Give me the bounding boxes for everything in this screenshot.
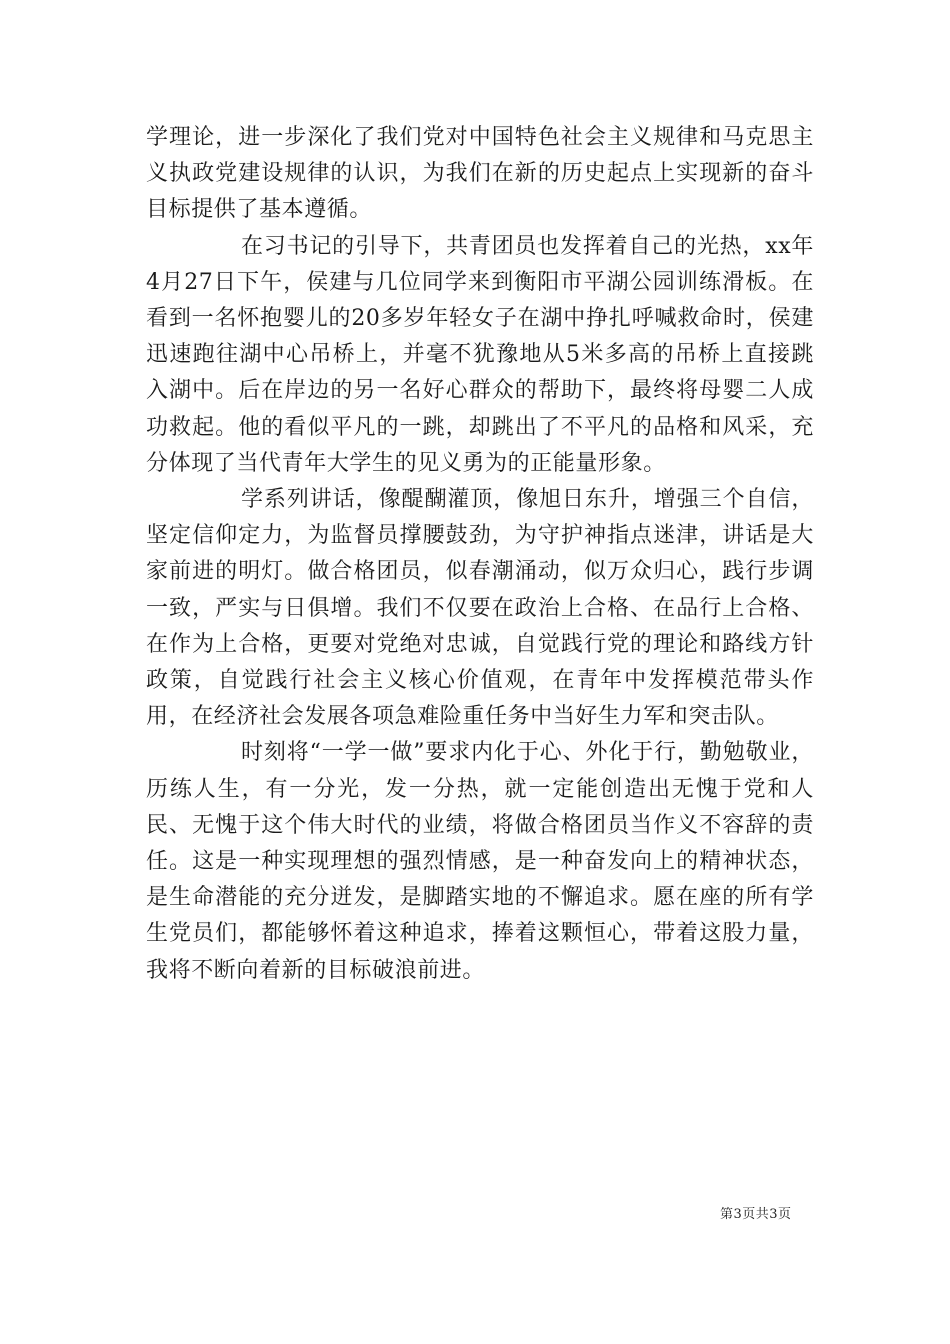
paragraph: 学理论，进一步深化了我们党对中国特色社会主义规律和马克思主义执政党建设规律的认识，为我们在新的历史起点上实现新的奋斗目标提供了基本遵循。 (146, 125, 814, 223)
paragraph: 时刻将“一学一做”要求内化于心、外化于行，勤勉敬业，历练人生，有一分光，发一分热，就一定能创造出无愧于党和人民、无愧于这个伟大时代的业绩，将做合格团员当作义不容辞的责任。这是一种实现理想的强烈情感，是一种奋发向上的精神状态，是生命潜能的充分迸发，是脚踏实地的不懈追求。愿在座的所有学生党员们，都能够怀着这种追求，捧着这颗恒心，带着这股力量，我将不断向着新的目标破浪前进。 (146, 740, 814, 983)
paragraph: 学系列讲话，像醍醐灌顶，像旭日东升，增强三个自信，坚定信仰定力，为监督员撑腰鼓劲，为守护神指点迷津，讲话是大家前进的明灯。做合格团员，似春潮涌动，似万众归心，践行步调一致，严实与日俱增。我们不仅要在政治上合格、在品行上合格、在作为上合格，更要对党绝对忠诚，自觉践行党的理论和路线方针政策，自觉践行社会主义核心价值观，在青年中发挥模范带头作用，在经济社会发展各项急难险重任务中当好生力军和突击队。 (146, 487, 814, 730)
paragraph: 在习书记的引导下，共青团员也发挥着自己的光热，xx年4月27日下午，侯建与几位同学来到衡阳市平湖公园训练滑板。在看到一名怀抱婴儿的20多岁年轻女子在湖中挣扎呼喊救命时，侯建迅速跑往湖中心吊桥上，并毫不犹豫地从5米多高的吊桥上直接跳入湖中。后在岸边的另一名好心群众的帮助下，最终将母婴二人成功救起。他的看似平凡的一跳，却跳出了不平凡的品格和风采，充分体现了当代青年大学生的见义勇为的正能量形象。 (146, 233, 814, 476)
document-body (146, 120, 814, 989)
page-number: 第3页共3页 (720, 1207, 792, 1222)
